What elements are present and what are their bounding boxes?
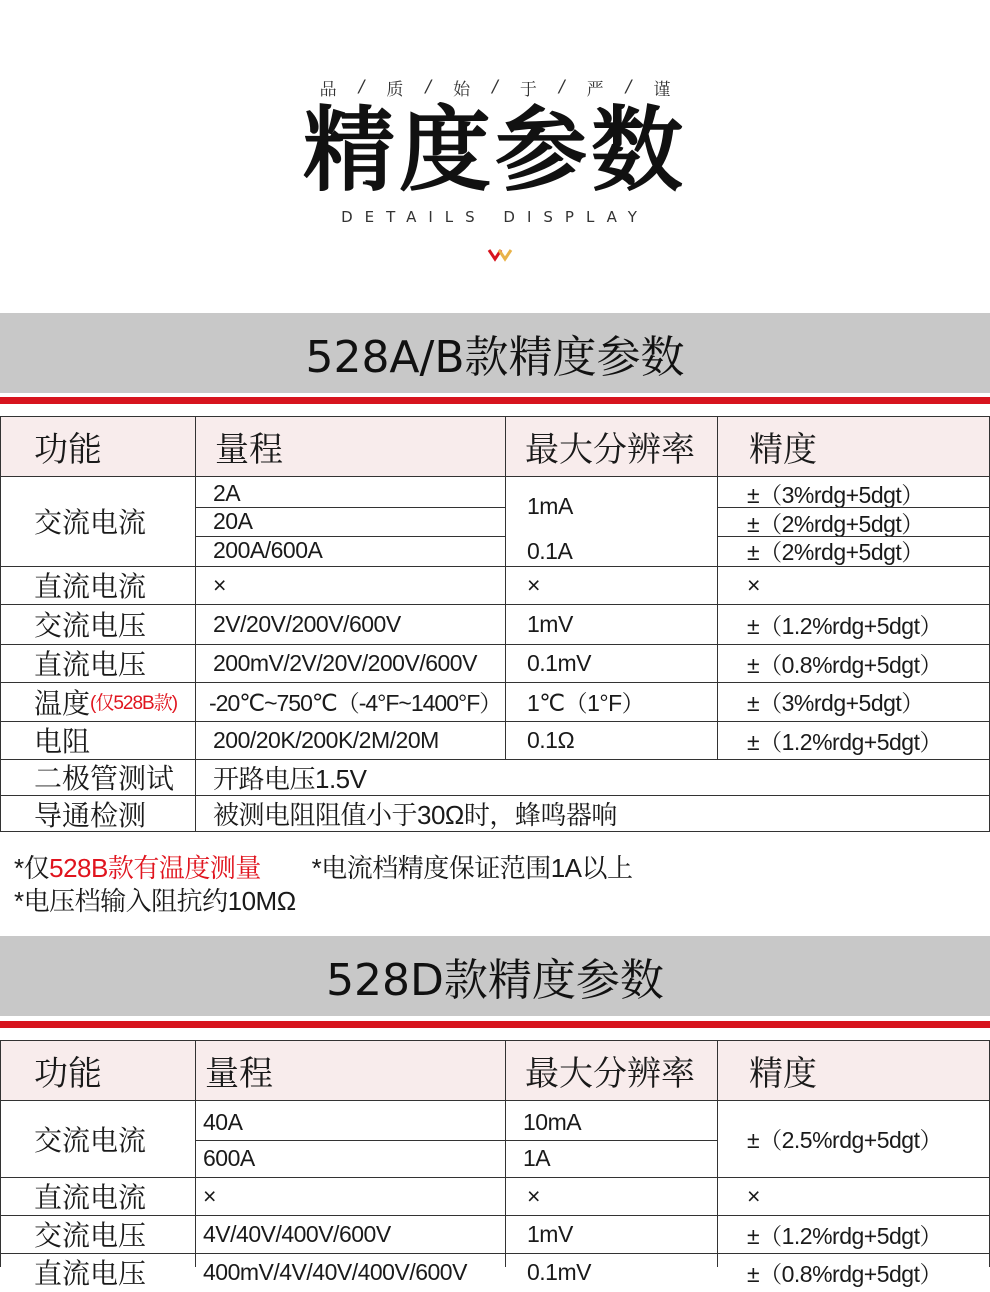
accuracy-value: × — [747, 571, 760, 598]
note-temperature-model: 528B款有温度测量 — [49, 853, 261, 883]
row-label-ac-voltage: 交流电压 — [34, 610, 147, 641]
note-prefix: *仅 — [14, 853, 50, 883]
table-rule — [0, 1253, 990, 1254]
range-value: 200/20K/200K/2M/20M — [213, 726, 439, 753]
table-rule — [717, 416, 718, 759]
col-header-accuracy: 精度 — [717, 416, 990, 476]
table-rule — [195, 507, 505, 508]
resolution-value: 10mA — [523, 1108, 582, 1135]
resolution-value: 0.1A — [527, 538, 573, 564]
range-value: 200A/600A — [213, 536, 323, 563]
tagline-separator: / — [625, 77, 632, 97]
continuity-value: 被测电阻阻值小于30Ω时，蜂鸣器响 — [213, 800, 617, 830]
table-rule — [195, 536, 505, 537]
accuracy-value: ±（2%rdg+5dgt） — [747, 510, 924, 537]
resolution-value: 0.1mV — [527, 649, 591, 676]
table-rule — [717, 1040, 718, 1267]
page-subtitle: DETAILS DISPLAY — [341, 208, 649, 226]
accuracy-value: ±（3%rdg+5dgt） — [747, 690, 924, 716]
tagline-char: 质 — [386, 79, 404, 100]
section-divider — [0, 397, 990, 404]
tagline-separator: / — [492, 77, 498, 97]
table-rule — [0, 1177, 990, 1178]
tagline-char: 始 — [453, 79, 471, 100]
range-value: -20℃~750℃（-4°F~1400°F） — [209, 690, 502, 716]
accuracy-value: ±（0.8%rdg+5dgt） — [747, 1260, 942, 1287]
col-header-function: 功能 — [0, 1040, 195, 1100]
tagline-char: 品 — [319, 79, 337, 100]
page-title: 精度参数 — [302, 97, 687, 204]
section-divider — [0, 1021, 990, 1028]
chevron-down-icon — [487, 247, 515, 263]
range-value: 600A — [203, 1144, 255, 1171]
col-header-range: 量程 — [195, 416, 505, 476]
range-value: 200mV/2V/20V/200V/600V — [213, 649, 477, 676]
row-label-ac-current: 交流电流 — [34, 507, 147, 538]
accuracy-value: ±（3%rdg+5dgt） — [747, 481, 924, 508]
row-label-resistance: 电阻 — [34, 726, 91, 757]
row-label-temperature — [0, 682, 195, 721]
note-current-range: *电流档精度保证范围1A以上 — [311, 853, 633, 883]
note-voltage-impedance: *电压档输入阻抗约10MΩ — [14, 886, 296, 916]
row-label-ac-current: 交流电流 — [34, 1124, 147, 1156]
row-label-continuity: 导通检测 — [34, 799, 147, 831]
table-rule — [717, 507, 990, 508]
range-value: × — [213, 571, 226, 598]
row-label-diode: 二极管测试 — [34, 763, 175, 794]
table-rule — [0, 759, 990, 760]
tagline-separator: / — [425, 77, 432, 97]
table-rule — [0, 476, 990, 477]
accuracy-value: ±（2.5%rdg+5dgt） — [747, 1127, 942, 1153]
table-rule — [0, 566, 990, 567]
table-rule — [717, 536, 990, 537]
table-border — [0, 416, 990, 417]
table-rule — [0, 644, 990, 645]
resolution-value: 1mA — [527, 493, 573, 519]
col-header-resolution: 最大分辨率 — [505, 1040, 717, 1100]
table-rule — [0, 682, 990, 683]
resolution-value: 0.1mV — [527, 1258, 591, 1285]
accuracy-value: ±（0.8%rdg+5dgt） — [747, 651, 942, 678]
table-rule — [505, 416, 506, 759]
table-rule — [195, 1040, 196, 1267]
resolution-value: 0.1Ω — [527, 726, 575, 753]
section-title: 528A/B款精度参数 — [305, 332, 685, 383]
range-value: 40A — [203, 1108, 243, 1135]
accuracy-value: ±（2%rdg+5dgt） — [747, 538, 924, 565]
range-value: 2A — [213, 479, 241, 506]
table-border — [0, 416, 1, 832]
table-rule — [0, 1100, 990, 1101]
accuracy-value: ±（1.2%rdg+5dgt） — [747, 728, 942, 755]
accuracy-value: × — [747, 1182, 760, 1209]
table-rule — [0, 604, 990, 605]
resolution-value: 1℃（1°F） — [527, 690, 645, 716]
row-label-dc-voltage: 直流电压 — [34, 1258, 147, 1289]
resolution-value: 1mV — [527, 1220, 573, 1247]
row-label-dc-current: 直流电流 — [34, 571, 147, 602]
spec-table-528ab — [0, 416, 990, 832]
table-rule — [195, 416, 196, 832]
row-label-ac-voltage: 交流电压 — [34, 1220, 147, 1251]
diode-value: 开路电压1.5V — [213, 763, 367, 794]
table-rule — [0, 795, 990, 796]
note-line-1 — [14, 848, 633, 885]
range-value: 400mV/4V/40V/400V/600V — [203, 1258, 467, 1285]
tagline-separator: / — [558, 77, 565, 97]
tagline-char: 严 — [586, 79, 604, 100]
table-border — [0, 1040, 1, 1267]
row-label-dc-current: 直流电流 — [34, 1182, 147, 1213]
table-rule — [0, 1215, 990, 1216]
range-value: 20A — [213, 507, 253, 534]
accuracy-value: ±（1.2%rdg+5dgt） — [747, 612, 942, 639]
range-value: × — [203, 1182, 216, 1209]
spec-table-528d — [0, 1040, 990, 1289]
section-banner-528d — [0, 936, 990, 1016]
resolution-value: 1A — [523, 1144, 551, 1171]
section-title: 528D款精度参数 — [326, 955, 664, 1006]
tagline-separator: / — [358, 77, 365, 97]
section-banner-528ab — [0, 313, 990, 393]
table-rule — [195, 1140, 717, 1141]
table-rule — [0, 721, 990, 722]
resolution-value: 1mV — [527, 610, 573, 637]
tagline-char: 谨 — [653, 79, 671, 100]
resolution-value: × — [527, 1182, 540, 1209]
table-border — [0, 831, 990, 832]
col-header-range: 量程 — [195, 1040, 505, 1100]
accuracy-value: ±（1.2%rdg+5dgt） — [747, 1222, 942, 1249]
col-header-resolution: 最大分辨率 — [505, 416, 717, 476]
table-border — [0, 1040, 990, 1041]
range-value: 4V/40V/400V/600V — [203, 1220, 391, 1247]
row-label-text: 温度 — [34, 687, 91, 719]
range-value: 2V/20V/200V/600V — [213, 610, 401, 637]
row-label-dc-voltage: 直流电压 — [34, 649, 147, 680]
col-header-function: 功能 — [0, 416, 195, 476]
col-header-accuracy: 精度 — [717, 1040, 990, 1100]
tagline-char: 于 — [519, 79, 537, 100]
resolution-value: × — [527, 571, 540, 598]
model-note: (仅528B款) — [90, 693, 178, 714]
table-rule — [505, 1040, 506, 1267]
